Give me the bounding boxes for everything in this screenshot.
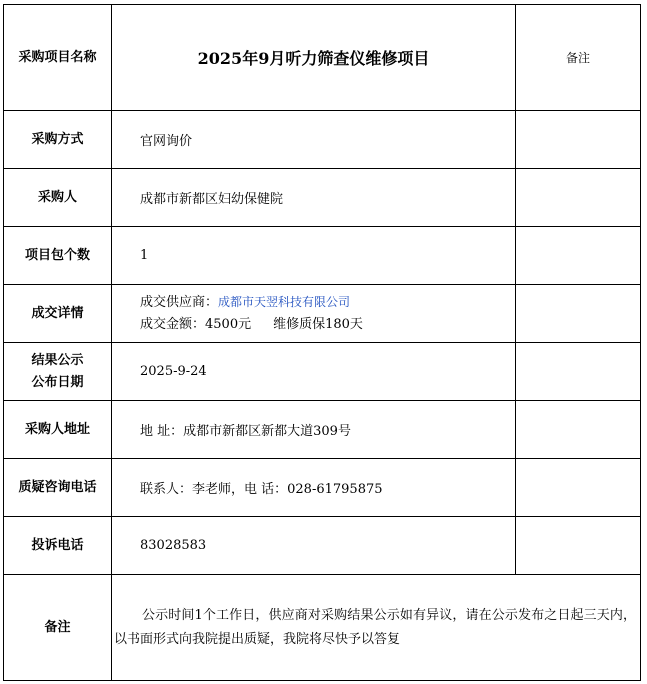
procurement-result-table [3,4,641,681]
deal-row [4,285,641,343]
amount-prefix: 成交金额： [140,317,206,332]
remark-label: 备注 [4,575,112,681]
address-row [4,401,641,459]
address-label: 采购人地址 [4,401,112,459]
complaint-phone-row [4,517,641,575]
package-count-note [516,227,641,285]
amount-value: 4500元 [205,317,252,332]
note-header: 备注 [516,5,641,111]
package-count-row [4,227,641,285]
consult-phone-value: 联系人：李老师，电 话：028-61795875 [112,459,516,517]
complaint-phone-label: 投诉电话 [4,517,112,575]
purchaser-value: 成都市新都区妇幼保健院 [112,169,516,227]
package-count-label: 项目包个数 [4,227,112,285]
project-name-label: 采购项目名称 [4,5,112,111]
consult-phone-label: 质疑咨询电话 [4,459,112,517]
publish-date-label-line1: 结果公示 [31,352,84,368]
publish-date-label-line2: 公布日期 [31,374,84,390]
purchaser-row [4,169,641,227]
consult-phone-row [4,459,641,517]
title-row [4,5,641,111]
publish-date-row [4,343,641,401]
supplier-prefix: 成交供应商： [140,295,219,310]
supplier-name-link[interactable]: 成都市天翌科技有限公司 [218,295,351,309]
warranty-value: 维修质保180天 [273,317,363,332]
method-row [4,111,641,169]
deal-note [516,285,641,343]
deal-amount-line [140,314,515,336]
project-name-value: 2025年9月听力筛查仪维修项目 [112,5,516,111]
complaint-phone-note [516,517,641,575]
complaint-phone-value: 83028583 [112,517,516,575]
consult-phone-note [516,459,641,517]
deal-value [112,285,516,343]
publish-date-note [516,343,641,401]
purchaser-note [516,169,641,227]
remark-row [4,575,641,681]
deal-supplier-line [140,291,515,314]
package-count-value: 1 [112,227,516,285]
method-note [516,111,641,169]
deal-label: 成交详情 [4,285,112,343]
method-label: 采购方式 [4,111,112,169]
publish-date-value: 2025-9-24 [112,343,516,401]
purchaser-label: 采购人 [4,169,112,227]
address-value: 地 址：成都市新都区新都大道309号 [112,401,516,459]
publish-date-label [4,343,112,401]
remark-value: 公示时间1个工作日，供应商对采购结果公示如有异议，请在公示发布之日起三天内，以书面形式向我院提出质疑，我院将尽快予以答复 [112,575,641,681]
address-note [516,401,641,459]
method-value: 官网询价 [112,111,516,169]
